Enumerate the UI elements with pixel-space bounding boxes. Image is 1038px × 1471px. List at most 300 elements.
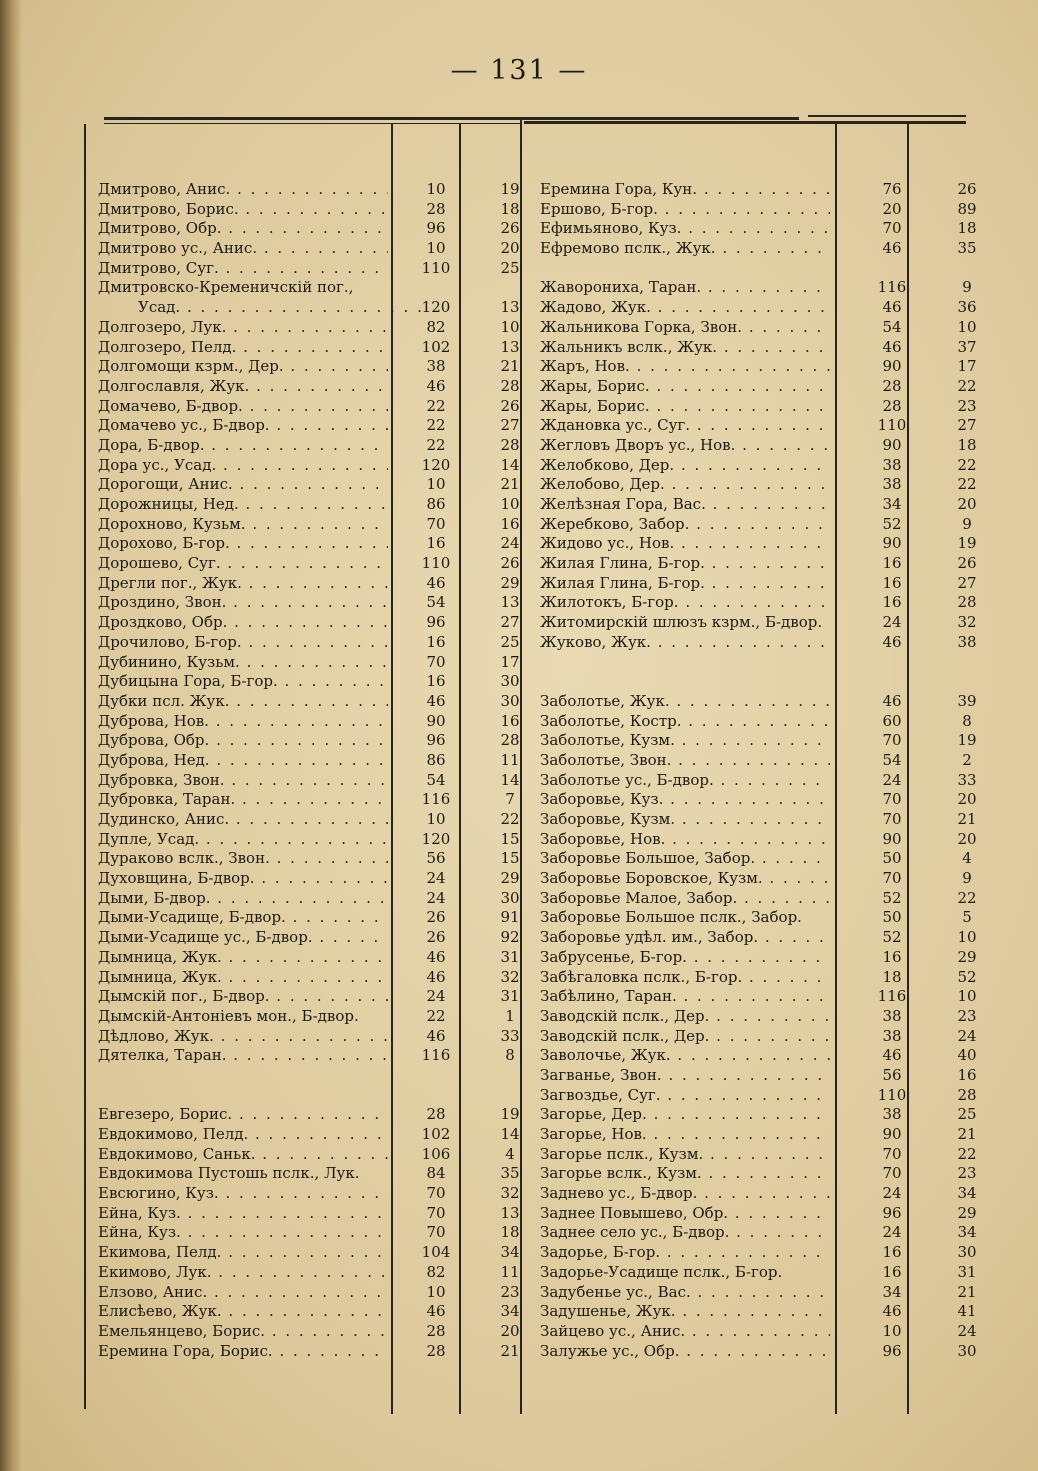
index-entry (98, 200, 548, 220)
entry-map-number: 110 (421, 258, 451, 277)
index-entry (540, 239, 1000, 259)
index-entry (98, 298, 548, 318)
index-entry (540, 869, 1000, 889)
entry-place-name: Дорожницы, Нед. . . . (98, 495, 388, 515)
entry-place-name: Заболотье, Кузм. . . . (540, 731, 830, 751)
entry-place-name: Заборовье, Куз. . . . (540, 790, 830, 810)
entry-place-name: Заборовье, Нов. . . . (540, 830, 830, 850)
entry-map-number: 120 (421, 298, 451, 317)
entry-item-number: 20 (500, 1321, 520, 1340)
entry-map-number: 116 (421, 1046, 451, 1065)
entry-map-number: 96 (882, 1203, 902, 1222)
entry-item-number: 32 (500, 1184, 520, 1203)
entry-map-number: 116 (421, 790, 451, 809)
entry-map-number: 90 (882, 1125, 902, 1143)
entry-map-number: 10 (882, 1321, 902, 1340)
entry-map-number: 110 (877, 416, 907, 435)
right-index-column (540, 180, 1000, 1361)
entry-map-number: 10 (426, 180, 446, 198)
entry-place-name: Духовщина, Б-двор. . . . (98, 869, 388, 889)
entry-map-number: 28 (882, 396, 902, 415)
index-entry (540, 613, 1000, 633)
entry-place-name: Еремина Гора, Борис. . . . (98, 1342, 388, 1362)
entry-map-number: 90 (882, 534, 902, 553)
entry-place-name: Домачево ус., Б-двор. . . . (98, 416, 388, 436)
index-entry (98, 338, 548, 358)
entry-map-number: 70 (882, 1144, 902, 1163)
index-entry (540, 751, 1000, 771)
index-entry (540, 436, 1000, 456)
entry-place-name: Заболотье, Костр. . . . (540, 712, 830, 732)
index-entry (540, 1223, 1000, 1243)
entry-place-name: Задубенье ус., Вас. . . . (540, 1283, 830, 1303)
entry-item-number: 14 (500, 455, 520, 474)
entry-item-number: 2 (962, 750, 972, 769)
entry-item-number: 20 (957, 829, 977, 848)
entry-item-number: 28 (500, 435, 520, 454)
entry-place-name: Дубицына Гора, Б-гор. . . . (98, 672, 388, 692)
index-entry (98, 239, 548, 259)
entry-place-name: Долгомощи кзрм., Дер. . . . (98, 357, 388, 377)
entry-map-number: 70 (882, 219, 902, 238)
entry-item-number: 24 (957, 1321, 977, 1340)
entry-item-number: 89 (957, 199, 977, 218)
entry-item-number: 30 (500, 888, 520, 907)
entry-item-number: 41 (957, 1302, 977, 1321)
entry-map-number: 16 (882, 593, 902, 612)
entry-item-number: 23 (957, 1006, 977, 1025)
entry-place-name: Заднее Повышево, Обр. . . . (540, 1204, 830, 1224)
entry-item-number: 21 (500, 475, 520, 494)
entry-map-number: 60 (882, 711, 902, 730)
index-entry (98, 1204, 548, 1224)
entry-place-name: Жилая Глина, Б-гор. . . . (540, 574, 830, 594)
entry-map-number: 38 (882, 1105, 902, 1124)
entry-item-number: 9 (962, 514, 972, 533)
entry-map-number: 104 (421, 1243, 451, 1262)
entry-place-name: Дыми-Усадище ус., Б-двор. . . . (98, 928, 388, 948)
entry-item-number: 30 (500, 672, 520, 691)
entry-map-number: 20 (882, 199, 902, 218)
index-entry (540, 574, 1000, 594)
index-entry (98, 1283, 548, 1303)
entry-map-number: 56 (882, 1065, 902, 1084)
entry-map-number: 46 (882, 632, 902, 651)
entry-place-name: Забѣгаловка пслк., Б-гор. . . . (540, 968, 830, 988)
entry-place-name: Дупле, Усад. . . . (98, 830, 388, 850)
entry-map-number: 84 (426, 1164, 446, 1183)
entry-place-name: Загорье вслк., Кузм. . . . (540, 1164, 830, 1184)
entry-place-name: Дыми-Усадище, Б-двор. . . . (98, 908, 388, 928)
entry-map-number: 90 (882, 829, 902, 848)
index-entry (540, 1066, 1000, 1086)
entry-place-name: Дорохново, Кузьм. . . . (98, 515, 388, 535)
entry-place-name: Желѣзная Гора, Вас. . . . (540, 495, 830, 515)
entry-item-number: 19 (957, 534, 977, 553)
entry-item-number: 19 (957, 731, 977, 750)
entry-place-name: Ждановка ус., Суг. . . . (540, 416, 830, 436)
entry-item-number: 11 (500, 1262, 520, 1281)
entry-place-name: Жидово ус., Нов. . . . (540, 534, 830, 554)
index-entry (98, 1322, 548, 1342)
entry-item-number: 35 (500, 1164, 520, 1183)
entry-item-number: 13 (500, 337, 520, 356)
entry-map-number: 46 (426, 376, 446, 395)
entry-item-number: 52 (957, 967, 977, 986)
index-entry (98, 475, 548, 495)
entry-map-number: 46 (426, 1026, 446, 1045)
entry-item-number: 36 (957, 298, 977, 317)
index-entry (540, 1184, 1000, 1204)
entry-item-number: 20 (957, 790, 977, 809)
entry-map-number: 96 (426, 219, 446, 238)
index-entry (540, 1027, 1000, 1047)
entry-map-number: 38 (882, 1006, 902, 1025)
entry-item-number: 25 (500, 258, 520, 277)
entry-place-name: Заводскій пслк., Дер. . . . (540, 1027, 830, 1047)
index-entry (98, 653, 548, 673)
entry-place-name: Долгославля, Жук. . . . (98, 377, 388, 397)
entry-map-number: 70 (882, 731, 902, 750)
entry-map-number: 96 (426, 731, 446, 750)
entry-place-name: Задорье, Б-гор. . . . (540, 1243, 830, 1263)
index-entry (540, 278, 1000, 298)
entry-place-name: Жеребково, Забор. . . . (540, 515, 830, 535)
entry-map-number: 102 (421, 1125, 451, 1143)
entry-map-number: 54 (882, 317, 902, 336)
entry-map-number: 16 (426, 534, 446, 553)
entry-item-number: 29 (957, 947, 977, 966)
header-rule-right (524, 121, 966, 124)
entry-map-number: 52 (882, 888, 902, 907)
entry-map-number: 38 (882, 475, 902, 494)
entry-map-number: 70 (426, 1223, 446, 1242)
entry-place-name: Екимова, Пелд. . . . (98, 1243, 388, 1263)
entry-place-name: Ейна, Куз. . . . (98, 1204, 388, 1224)
entry-map-number: 56 (426, 849, 446, 868)
entry-place-name: Дѣдлово, Жук. . . . (98, 1027, 388, 1047)
entry-item-number: 38 (957, 632, 977, 651)
entry-map-number: 26 (426, 908, 446, 927)
entry-place-name: Дымница, Жук. . . . (98, 948, 388, 968)
index-entry (540, 1046, 1000, 1066)
entry-item-number: 27 (500, 416, 520, 435)
entry-item-number: 34 (957, 1184, 977, 1203)
index-entry (98, 1105, 548, 1125)
index-entry (98, 869, 548, 889)
entry-place-name: Емельянцево, Борис. . . . (98, 1322, 388, 1342)
entry-item-number: 33 (957, 770, 977, 789)
entry-place-name: Дмитрово, Борис. . . . (98, 200, 388, 220)
entry-item-number: 24 (500, 534, 520, 553)
index-entry (540, 515, 1000, 535)
index-entry (98, 495, 548, 515)
entry-map-number: 82 (426, 1262, 446, 1281)
entry-map-number: 116 (877, 278, 907, 297)
index-entry (98, 1027, 548, 1047)
index-entry (98, 1263, 548, 1283)
entry-map-number: 28 (882, 376, 902, 395)
index-entry (540, 771, 1000, 791)
index-entry (98, 968, 548, 988)
entry-place-name: Дорохово, Б-гор. . . . (98, 534, 388, 554)
entry-item-number: 27 (957, 573, 977, 592)
entry-place-name: Евдокимова Пустошь пслк., Лук. (98, 1164, 360, 1183)
index-entry (540, 1263, 1000, 1283)
index-entry (540, 633, 1000, 653)
entry-place-name: Дуброва, Нед. . . . (98, 751, 388, 771)
entry-map-number: 16 (426, 672, 446, 691)
entry-map-number: 70 (882, 790, 902, 809)
index-entry (540, 377, 1000, 397)
entry-item-number: 30 (957, 1341, 977, 1360)
entry-place-name: Жаворониха, Таран. . . . (540, 278, 830, 298)
entry-map-number: 34 (882, 495, 902, 513)
index-entry (540, 318, 1000, 338)
index-entry (540, 416, 1000, 436)
entry-item-number: 27 (957, 416, 977, 435)
entry-item-number: 24 (957, 1026, 977, 1045)
entry-place-name: Жегловъ Дворъ ус., Нов. . . . (540, 436, 830, 456)
entry-place-name: Екимово, Лук. . . . (98, 1263, 388, 1283)
entry-map-number: 10 (426, 1282, 446, 1301)
entry-item-number: 22 (957, 455, 977, 474)
entry-item-number: 21 (957, 1282, 977, 1301)
entry-map-number: 54 (426, 593, 446, 612)
entry-map-number: 38 (882, 455, 902, 474)
entry-place-name: Евсюгино, Куз. . . . (98, 1184, 388, 1204)
index-entry (98, 219, 548, 239)
entry-map-number: 46 (882, 1302, 902, 1321)
entry-place-name: Зайцево ус., Анис. . . . (540, 1322, 830, 1342)
entry-item-number: 19 (500, 180, 520, 198)
index-entry (98, 436, 548, 456)
entry-map-number: 70 (426, 1184, 446, 1203)
entry-item-number: 20 (500, 239, 520, 258)
entry-item-number: 23 (957, 396, 977, 415)
entry-item-number: 15 (500, 829, 520, 848)
entry-item-number: 30 (500, 691, 520, 710)
entry-item-number: 10 (500, 495, 520, 513)
entry-item-number: 10 (957, 987, 977, 1006)
entry-item-number: 28 (957, 1085, 977, 1104)
entry-item-number: 30 (957, 1243, 977, 1262)
entry-item-number: 19 (500, 1105, 520, 1124)
index-entry (540, 259, 1000, 279)
entry-place-name: Заборовье Большое пслк., Забор. (540, 908, 802, 927)
entry-item-number: 28 (500, 376, 520, 395)
left-border (84, 124, 86, 1409)
entry-item-number: 14 (500, 1125, 520, 1143)
entry-map-number: 120 (421, 829, 451, 848)
entry-map-number: 102 (421, 337, 451, 356)
entry-item-number: 26 (500, 554, 520, 573)
index-entry (540, 1283, 1000, 1303)
entry-place-name: Дубровка, Таран. . . . (98, 790, 388, 810)
entry-map-number: 52 (882, 928, 902, 947)
index-entry (98, 397, 548, 417)
index-entry (540, 475, 1000, 495)
index-entry (98, 613, 548, 633)
index-entry (98, 318, 548, 338)
entry-map-number: 16 (882, 1243, 902, 1262)
index-entry (540, 338, 1000, 358)
entry-place-name: Дубровка, Звон. . . . (98, 771, 388, 791)
header-rule-left-thin (104, 123, 520, 124)
entry-place-name: Дмитрово, Обр. . . . (98, 219, 388, 239)
index-entry (98, 751, 548, 771)
entry-item-number: 31 (500, 987, 520, 1006)
entry-map-number: 54 (426, 770, 446, 789)
entry-item-number: 26 (957, 554, 977, 573)
index-entry (540, 849, 1000, 869)
entry-item-number: 31 (500, 947, 520, 966)
index-entry (98, 928, 548, 948)
index-entry (98, 1066, 548, 1086)
entry-place-name: Загорье пслк., Кузм. . . . (540, 1145, 830, 1165)
entry-place-name: Жилотокъ, Б-гор. . . . (540, 593, 830, 613)
index-entry (540, 1342, 1000, 1362)
index-entry (540, 908, 1000, 928)
entry-item-number: 21 (500, 357, 520, 376)
entry-map-number: 34 (882, 1282, 902, 1301)
entry-item-number: 22 (957, 888, 977, 907)
entry-item-number: 8 (505, 1046, 515, 1065)
index-entry (98, 1046, 548, 1066)
entry-place-name: Жальникъ вслк., Жук. . . . (540, 338, 830, 358)
index-entry (540, 1105, 1000, 1125)
entry-map-number: 50 (882, 908, 902, 927)
entry-place-name: Дрегли пог., Жук. . . . (98, 574, 388, 594)
entry-place-name: Ейна, Куз. . . . (98, 1223, 388, 1243)
index-entry (98, 771, 548, 791)
entry-item-number: 17 (500, 652, 520, 671)
entry-place-name: Заборовье Малое, Забор. . . . (540, 889, 830, 909)
entry-place-name: Дыми, Б-двор. . . . (98, 889, 388, 909)
entry-map-number: 16 (882, 554, 902, 573)
index-entry (98, 534, 548, 554)
entry-map-number: 70 (426, 1203, 446, 1222)
entry-item-number: 29 (500, 869, 520, 888)
entry-item-number: 10 (500, 317, 520, 336)
entry-place-name: Заднее село ус., Б-двор. . . . (540, 1223, 830, 1243)
index-entry (540, 180, 1000, 200)
index-entry (98, 889, 548, 909)
index-entry (540, 731, 1000, 751)
entry-place-name: Загванье, Звон. . . . (540, 1066, 830, 1086)
entry-item-number: 9 (962, 278, 972, 297)
entry-map-number: 90 (882, 435, 902, 454)
entry-item-number: 20 (957, 495, 977, 513)
index-entry (98, 259, 548, 279)
entry-map-number: 10 (426, 810, 446, 828)
index-entry (98, 278, 548, 298)
entry-place-name: Долгозеро, Пелд. . . . (98, 338, 388, 358)
entry-map-number: 38 (882, 1026, 902, 1045)
entry-place-name: Дуброва, Нов. . . . (98, 712, 388, 732)
index-entry (540, 653, 1000, 673)
index-entry (98, 633, 548, 653)
entry-item-number: 29 (500, 573, 520, 592)
entry-place-name: Дора, Б-двор. . . . (98, 436, 388, 456)
index-entry (540, 1302, 1000, 1322)
entry-map-number: 24 (426, 987, 446, 1006)
entry-place-name: Дымскій-Антоніевъ мон., Б-двор. (98, 1006, 359, 1025)
index-entry (540, 948, 1000, 968)
entry-item-number: 34 (500, 1243, 520, 1262)
entry-item-number: 13 (500, 1203, 520, 1222)
entry-place-name: Ершово, Б-гор. . . . (540, 200, 830, 220)
entry-item-number: 32 (500, 967, 520, 986)
entry-map-number: 110 (421, 554, 451, 573)
entry-place-name: Дрочилово, Б-гор. . . . (98, 633, 388, 653)
entry-map-number: 24 (426, 869, 446, 888)
entry-map-number: 38 (426, 357, 446, 376)
entry-item-number: 22 (500, 810, 520, 828)
index-entry (98, 554, 548, 574)
entry-place-name: Дмитрово, Суг. . . . (98, 259, 388, 279)
entry-map-number: 90 (882, 357, 902, 376)
entry-map-number: 24 (882, 1223, 902, 1242)
entry-map-number: 120 (421, 455, 451, 474)
entry-map-number: 116 (877, 987, 907, 1006)
entry-map-number: 70 (882, 810, 902, 828)
entry-map-number: 16 (882, 1262, 902, 1281)
index-entry (98, 1145, 548, 1165)
index-entry (540, 1125, 1000, 1145)
entry-item-number: 26 (957, 180, 977, 198)
entry-map-number: 46 (882, 298, 902, 317)
index-entry (98, 672, 548, 692)
entry-place-name: Дымница, Жук. . . . (98, 968, 388, 988)
entry-item-number: 25 (500, 632, 520, 651)
entry-map-number: 22 (426, 435, 446, 454)
entry-place-name: Заболотье, Жук. . . . (540, 692, 830, 712)
index-entry (98, 416, 548, 436)
entry-item-number: 10 (957, 317, 977, 336)
entry-item-number: 13 (500, 593, 520, 612)
index-entry (540, 534, 1000, 554)
entry-map-number: 70 (426, 514, 446, 533)
entry-item-number: 8 (962, 711, 972, 730)
entry-item-number: 5 (962, 908, 972, 927)
index-entry (540, 712, 1000, 732)
entry-map-number: 22 (426, 396, 446, 415)
entry-item-number: 22 (957, 376, 977, 395)
entry-place-name: Дора ус., Усад. . . . (98, 456, 388, 476)
index-entry (98, 712, 548, 732)
entry-place-name: Заболотье ус., Б-двор. . . . (540, 771, 830, 791)
index-entry (98, 515, 548, 535)
entry-place-name: Заболотье, Звон. . . . (540, 751, 830, 771)
entry-place-name: Дымскій пог., Б-двор. . . . (98, 987, 388, 1007)
entry-item-number: 31 (957, 1262, 977, 1281)
index-entry (540, 298, 1000, 318)
entry-item-number: 10 (957, 928, 977, 947)
header-rule-right-thin (808, 115, 966, 117)
entry-map-number: 54 (882, 750, 902, 769)
entry-place-name: Жуково, Жук. . . . (540, 633, 830, 653)
entry-item-number: 40 (957, 1046, 977, 1065)
entry-item-number: 91 (500, 908, 520, 927)
entry-map-number: 46 (882, 1046, 902, 1065)
entry-map-number: 70 (882, 869, 902, 888)
entry-place-name: Ефремово пслк., Жук. . . . (540, 239, 830, 259)
entry-map-number: 28 (426, 1105, 446, 1124)
entry-map-number: 90 (426, 711, 446, 730)
entry-item-number: 21 (957, 810, 977, 828)
entry-item-number: 23 (957, 1164, 977, 1183)
